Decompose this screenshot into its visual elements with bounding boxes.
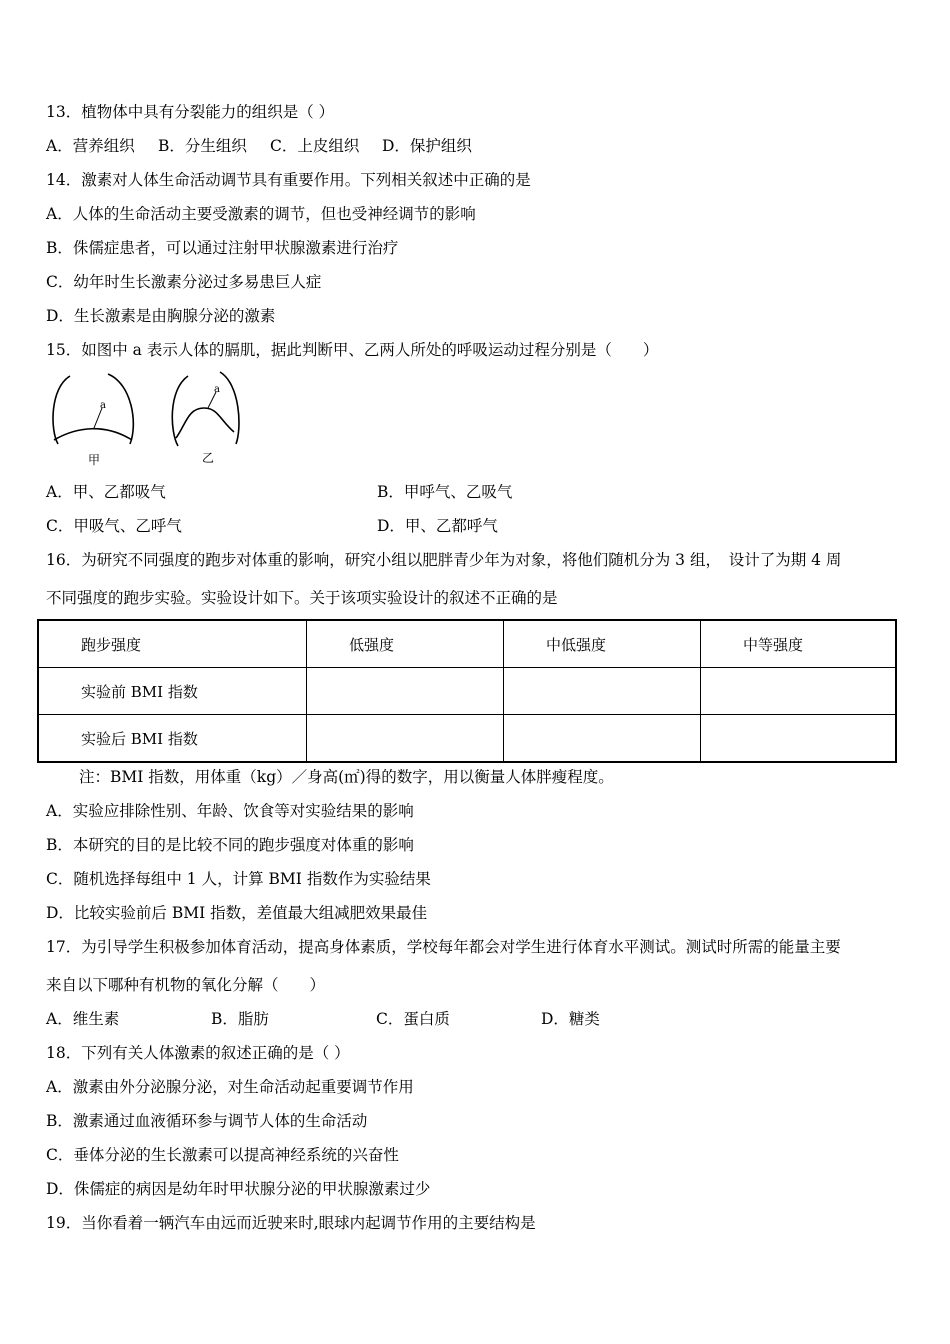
table-cell: 实验后 BMI 指数: [81, 729, 198, 748]
question-17-options: [46, 1009, 600, 1029]
bmi-experiment-table: [37, 619, 897, 763]
question-18-option-d: D．侏儒症的病因是幼年时甲状腺分泌的甲状腺激素过少: [46, 1180, 431, 1198]
question-15-option-b: B．甲呼气、乙吸气: [377, 483, 513, 501]
question-14-option-b: B．侏儒症患者，可以通过注射甲状腺激素进行治疗: [46, 239, 399, 257]
question-19-stem: 19．当你看着一辆汽车由远而近驶来时,眼球内起调节作用的主要结构是: [46, 1214, 536, 1232]
question-18-option-b: B．激素通过血液循环参与调节人体的生命活动: [46, 1112, 368, 1130]
question-16-option-d: D．比较实验前后 BMI 指数，差值最大组减肥效果最佳: [46, 904, 428, 922]
caption-yi: 乙: [202, 451, 215, 465]
question-16-option-a: A．实验应排除性别、年龄、饮食等对实验结果的影响: [46, 802, 414, 820]
question-15-option-c: C．甲吸气、乙呼气: [46, 517, 182, 535]
table-header: 跑步强度: [81, 635, 142, 654]
question-16-stem-line2: 不同强度的跑步实验。实验设计如下。关于该项实验设计的叙述不正确的是: [46, 589, 558, 607]
table-header: 低强度: [349, 635, 395, 654]
table-cell: [701, 715, 897, 763]
table-header-row: [38, 620, 896, 668]
question-18-option-c: C．垂体分泌的生长激素可以提高神经系统的兴奋性: [46, 1146, 399, 1164]
question-16-option-b: B．本研究的目的是比较不同的跑步强度对体重的影响: [46, 836, 414, 854]
question-16-option-c: C．随机选择每组中 1 人，计算 BMI 指数作为实验结果: [46, 870, 431, 888]
question-14-stem: 14．激素对人体生命活动调节具有重要作用。下列相关叙述中正确的是: [46, 171, 531, 189]
question-15-option-d: D．甲、乙都呼气: [377, 517, 498, 535]
question-14-option-d: D．生长激素是由胸腺分泌的激素: [46, 307, 276, 325]
question-13-options: [46, 136, 472, 156]
option-b: B．分生组织: [158, 137, 247, 155]
question-18-option-a: A．激素由外分泌腺分泌，对生命活动起重要调节作用: [46, 1078, 414, 1096]
table-cell: [307, 668, 504, 715]
question-14-option-c: C．幼年时生长激素分泌过多易患巨人症: [46, 273, 322, 291]
option-d: D．糖类: [541, 1010, 600, 1028]
label-a-left: a: [100, 400, 106, 411]
question-17-stem-line2: 来自以下哪种有机物的氧化分解（ ）: [46, 976, 326, 994]
table-cell: 实验前 BMI 指数: [81, 682, 198, 701]
diaphragm-figure: [48, 368, 248, 468]
table-header: 中低强度: [546, 635, 607, 654]
option-a: A．维生素: [46, 1010, 120, 1028]
table-header: 中等强度: [743, 635, 804, 654]
option-b: B．脂肪: [211, 1010, 269, 1028]
question-18-stem: 18．下列有关人体激素的叙述正确的是（ ）: [46, 1044, 350, 1062]
table-cell: [701, 668, 897, 715]
option-d: D．保护组织: [382, 137, 472, 155]
question-13-stem: 13．植物体中具有分裂能力的组织是（ ）: [46, 103, 335, 121]
label-a-right: a: [214, 384, 220, 395]
table-cell: [307, 715, 504, 763]
diaphragm-diagram: [48, 368, 248, 468]
table-cell: [504, 715, 701, 763]
table-cell: [504, 668, 701, 715]
question-16-note: 注：BMI 指数，用体重（kg）／身高(㎡)得的数字，用以衡量人体胖瘦程度。: [79, 768, 614, 786]
option-c: C．蛋白质: [376, 1010, 450, 1028]
question-14-option-a: A．人体的生命活动主要受激素的调节，但也受神经调节的影响: [46, 205, 476, 223]
table-row: [38, 668, 896, 715]
question-17-stem-line1: 17．为引导学生积极参加体育活动，提高身体素质，学校每年都会对学生进行体育水平测试。测试时所需的能量主要: [46, 938, 841, 956]
table-row: [38, 715, 896, 763]
question-16-stem-line1: 16．为研究不同强度的跑步对体重的影响，研究小组以肥胖青少年为对象，将他们随机分为 3 组， 设计了为期 4 周: [46, 551, 842, 569]
question-15-option-a: A．甲、乙都吸气: [46, 483, 166, 501]
option-c: C．上皮组织: [270, 137, 360, 155]
question-15-stem: 15．如图中 a 表示人体的膈肌，据此判断甲、乙两人所处的呼吸运动过程分别是（ ）: [46, 341, 659, 359]
caption-jia: 甲: [88, 453, 101, 467]
option-a: A．营养组织: [46, 137, 135, 155]
